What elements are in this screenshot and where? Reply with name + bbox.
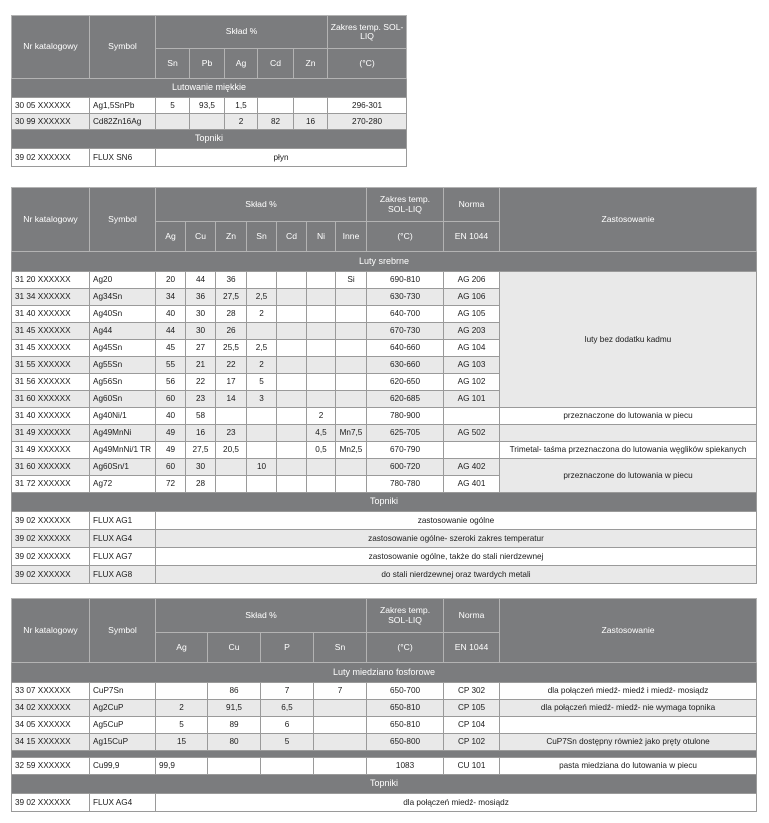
cell-zn: 36 bbox=[216, 272, 247, 289]
cell-zastosowanie bbox=[500, 717, 757, 734]
cell-cd bbox=[277, 357, 307, 374]
cell-cd bbox=[258, 98, 294, 114]
cell-temp: 625-705 bbox=[367, 425, 444, 442]
cell-inne: Si bbox=[336, 272, 367, 289]
col-cd: Cd bbox=[258, 49, 294, 79]
cell-temp: 650-810 bbox=[367, 717, 444, 734]
cell-zn: 17 bbox=[216, 374, 247, 391]
col-temp-unit: (°C) bbox=[328, 49, 407, 79]
cell-nr: 39 02 XXXXXX bbox=[12, 548, 90, 566]
section-title: Topniki bbox=[12, 775, 757, 794]
cell-zn bbox=[216, 408, 247, 425]
cell-nr: 31 45 XXXXXX bbox=[12, 340, 90, 357]
table-row bbox=[12, 700, 757, 717]
cell-temp: 690-810 bbox=[367, 272, 444, 289]
cell-ag: 45 bbox=[156, 340, 186, 357]
col-p: P bbox=[261, 633, 314, 663]
cell-temp: 620-650 bbox=[367, 374, 444, 391]
cell-ni bbox=[307, 391, 336, 408]
cell-ni: 4,5 bbox=[307, 425, 336, 442]
col-temp-unit: (°C) bbox=[367, 633, 444, 663]
col-sn: Sn bbox=[314, 633, 367, 663]
cell-sn bbox=[247, 425, 277, 442]
col-zn: Zn bbox=[294, 49, 328, 79]
cell-cd: 82 bbox=[258, 114, 294, 130]
cell-zn: 26 bbox=[216, 323, 247, 340]
cell-nr: 39 02 XXXXXX bbox=[12, 530, 90, 548]
table-row bbox=[12, 758, 757, 775]
table-row bbox=[12, 272, 757, 289]
cell-nr: 32 59 XXXXXX bbox=[12, 758, 90, 775]
cell-cu: 30 bbox=[186, 323, 216, 340]
cell-cd bbox=[277, 459, 307, 476]
section-title: Topniki bbox=[12, 130, 407, 149]
table-row bbox=[12, 459, 757, 476]
col-cd: Cd bbox=[277, 222, 307, 252]
cell-symbol: Ag72 bbox=[90, 476, 156, 493]
cell-ag: 15 bbox=[156, 734, 208, 751]
cell-cu: 89 bbox=[208, 717, 261, 734]
cell-ag: 44 bbox=[156, 323, 186, 340]
cell-symbol: Ag34Sn bbox=[90, 289, 156, 306]
col-ag: Ag bbox=[156, 222, 186, 252]
cell-symbol: Cd82Zn16Ag bbox=[90, 114, 156, 130]
cell-sn: 3 bbox=[247, 391, 277, 408]
cell-zn bbox=[216, 476, 247, 493]
cell-norma: CP 102 bbox=[444, 734, 500, 751]
cell-cu: 22 bbox=[186, 374, 216, 391]
cell-description: zastosowanie ogólne bbox=[156, 512, 757, 530]
cell-nr: 30 99 XXXXXX bbox=[12, 114, 90, 130]
cell-norma: AG 106 bbox=[444, 289, 500, 306]
table-row bbox=[12, 734, 757, 751]
cell-ag: 20 bbox=[156, 272, 186, 289]
cell-nr: 39 02 XXXXXX bbox=[12, 566, 90, 584]
cell-pb bbox=[190, 114, 225, 130]
cell-ag: 56 bbox=[156, 374, 186, 391]
cell-temp: 270-280 bbox=[328, 114, 407, 130]
col-nr-katalogowy: Nr katalogowy bbox=[12, 188, 90, 252]
cell-sn bbox=[156, 114, 190, 130]
cell-symbol: FLUX AG4 bbox=[90, 530, 156, 548]
cell-ag: 72 bbox=[156, 476, 186, 493]
cell-sn bbox=[247, 442, 277, 459]
cell-ag: 55 bbox=[156, 357, 186, 374]
col-zastosowanie: Zastosowanie bbox=[500, 599, 757, 663]
cell-symbol: Cu99,9 bbox=[90, 758, 156, 775]
table-row bbox=[12, 530, 757, 548]
cell-norma: AG 105 bbox=[444, 306, 500, 323]
cell-zastosowanie: przeznaczone do lutowania w piecu bbox=[500, 459, 757, 493]
cell-nr: 31 40 XXXXXX bbox=[12, 408, 90, 425]
col-norma-en: EN 1044 bbox=[444, 222, 500, 252]
table-row bbox=[12, 717, 757, 734]
col-symbol: Symbol bbox=[90, 599, 156, 663]
cell-nr: 31 55 XXXXXX bbox=[12, 357, 90, 374]
cell-ni: 2 bbox=[307, 408, 336, 425]
cell-zastosowanie: przeznaczone do lutowania w piecu bbox=[500, 408, 757, 425]
col-nr-katalogowy: Nr katalogowy bbox=[12, 599, 90, 663]
cell-inne: Mn7,5 bbox=[336, 425, 367, 442]
cell-sn: 5 bbox=[247, 374, 277, 391]
cell-nr: 31 45 XXXXXX bbox=[12, 323, 90, 340]
col-nr-katalogowy: Nr katalogowy bbox=[12, 16, 90, 79]
cell-p: 7 bbox=[261, 683, 314, 700]
cell-symbol: Ag15CuP bbox=[90, 734, 156, 751]
cell-norma: AG 102 bbox=[444, 374, 500, 391]
cell-cd bbox=[277, 442, 307, 459]
cell-temp: 650-810 bbox=[367, 700, 444, 717]
col-zakres-temp: Zakres temp. SOL-LIQ bbox=[367, 599, 444, 633]
table-row bbox=[12, 683, 757, 700]
cell-ni bbox=[307, 340, 336, 357]
cell-ni bbox=[307, 476, 336, 493]
cell-nr: 34 15 XXXXXX bbox=[12, 734, 90, 751]
cell-temp: 640-700 bbox=[367, 306, 444, 323]
cell-cu: 86 bbox=[208, 683, 261, 700]
table-row bbox=[12, 794, 757, 812]
cell-norma: AG 203 bbox=[444, 323, 500, 340]
cell-description: do stali nierdzewnej oraz twardych metali bbox=[156, 566, 757, 584]
cell-symbol: Ag55Sn bbox=[90, 357, 156, 374]
table-row bbox=[12, 408, 757, 425]
cell-symbol: Ag40Ni/1 bbox=[90, 408, 156, 425]
cell-sn: 7 bbox=[314, 683, 367, 700]
cell-ni: 0,5 bbox=[307, 442, 336, 459]
cell-inne: Mn2,5 bbox=[336, 442, 367, 459]
cell-ni bbox=[307, 289, 336, 306]
section-title: Topniki bbox=[12, 493, 757, 512]
col-ni: Ni bbox=[307, 222, 336, 252]
cell-sn: 2,5 bbox=[247, 289, 277, 306]
cell-symbol: FLUX AG7 bbox=[90, 548, 156, 566]
col-sklad: Skład % bbox=[156, 188, 367, 222]
cell-norma: CP 104 bbox=[444, 717, 500, 734]
cell-inne bbox=[336, 289, 367, 306]
cell-ag: 40 bbox=[156, 306, 186, 323]
cell-zn: 14 bbox=[216, 391, 247, 408]
cell-ag: 1,5 bbox=[225, 98, 258, 114]
col-norma-en: EN 1044 bbox=[444, 633, 500, 663]
cell-ni bbox=[307, 374, 336, 391]
cell-ag: 60 bbox=[156, 459, 186, 476]
cell-nr: 31 20 XXXXXX bbox=[12, 272, 90, 289]
cell-inne bbox=[336, 306, 367, 323]
cell-cu: 44 bbox=[186, 272, 216, 289]
cell-nr: 31 60 XXXXXX bbox=[12, 391, 90, 408]
table-row bbox=[12, 425, 757, 442]
cell-description: dla połączeń miedź- mosiądz bbox=[156, 794, 757, 812]
cell-zastosowanie: pasta miedziana do lutowania w piecu bbox=[500, 758, 757, 775]
cell-description: zastosowanie ogólne, także do stali nierdzewnej bbox=[156, 548, 757, 566]
cell-norma: AG 402 bbox=[444, 459, 500, 476]
cell-cd bbox=[277, 408, 307, 425]
cell-nr: 39 02 XXXXXX bbox=[12, 149, 90, 167]
cell-sn: 10 bbox=[247, 459, 277, 476]
cell-nr: 39 02 XXXXXX bbox=[12, 794, 90, 812]
cell-symbol: FLUX AG1 bbox=[90, 512, 156, 530]
cell-cd bbox=[277, 391, 307, 408]
col-norma: Norma bbox=[444, 599, 500, 633]
cell-nr: 39 02 XXXXXX bbox=[12, 512, 90, 530]
cell-sn bbox=[314, 734, 367, 751]
cell-symbol: CuP7Sn bbox=[90, 683, 156, 700]
cell-inne bbox=[336, 408, 367, 425]
cell-symbol: Ag45Sn bbox=[90, 340, 156, 357]
cell-inne bbox=[336, 357, 367, 374]
col-sn: Sn bbox=[247, 222, 277, 252]
cell-nr: 31 49 XXXXXX bbox=[12, 442, 90, 459]
cell-sn: 2 bbox=[247, 357, 277, 374]
cell-nr: 31 40 XXXXXX bbox=[12, 306, 90, 323]
cell-norma bbox=[444, 442, 500, 459]
cell-sn: 2,5 bbox=[247, 340, 277, 357]
col-ag: Ag bbox=[156, 633, 208, 663]
cell-temp: 630-730 bbox=[367, 289, 444, 306]
cell-sn bbox=[314, 758, 367, 775]
cell-ag: 40 bbox=[156, 408, 186, 425]
cell-description: płyn bbox=[156, 149, 407, 167]
cell-zn: 23 bbox=[216, 425, 247, 442]
cell-norma: AG 206 bbox=[444, 272, 500, 289]
cell-cd bbox=[277, 272, 307, 289]
cell-norma: AG 104 bbox=[444, 340, 500, 357]
cell-ni bbox=[307, 357, 336, 374]
cell-zastosowanie: Trimetal- taśma przeznaczona do lutowania węglików spiekanych bbox=[500, 442, 757, 459]
cell-cd bbox=[277, 323, 307, 340]
cell-zn: 25,5 bbox=[216, 340, 247, 357]
cell-cd bbox=[277, 306, 307, 323]
col-zakres-temp: Zakres temp. SOL-LIQ bbox=[328, 16, 407, 49]
cell-symbol: Ag49MnNi/1 TR bbox=[90, 442, 156, 459]
col-pb: Pb bbox=[190, 49, 225, 79]
col-symbol: Symbol bbox=[90, 188, 156, 252]
cell-nr: 34 05 XXXXXX bbox=[12, 717, 90, 734]
section-title: Lutowanie miękkie bbox=[12, 79, 407, 98]
cell-temp: 650-700 bbox=[367, 683, 444, 700]
cell-cd bbox=[277, 476, 307, 493]
cell-p: 5 bbox=[261, 734, 314, 751]
cell-temp: 1083 bbox=[367, 758, 444, 775]
cell-cu: 23 bbox=[186, 391, 216, 408]
table-row bbox=[12, 548, 757, 566]
cell-ag: 49 bbox=[156, 442, 186, 459]
cell-sn bbox=[247, 272, 277, 289]
cell-sn bbox=[247, 323, 277, 340]
section-title: Luty srebrne bbox=[12, 252, 757, 272]
cell-symbol: Ag20 bbox=[90, 272, 156, 289]
cell-zastosowanie: CuP7Sn dostępny również jako pręty otulone bbox=[500, 734, 757, 751]
cell-ni bbox=[307, 272, 336, 289]
cell-temp: 780-900 bbox=[367, 408, 444, 425]
silver-solder-table bbox=[11, 187, 757, 584]
cell-inne bbox=[336, 391, 367, 408]
col-sklad: Skład % bbox=[156, 599, 367, 633]
cell-cu: 27 bbox=[186, 340, 216, 357]
cell-norma: CU 101 bbox=[444, 758, 500, 775]
cell-cd bbox=[277, 289, 307, 306]
cell-cu bbox=[208, 758, 261, 775]
cell-sn bbox=[314, 717, 367, 734]
col-inne: Inne bbox=[336, 222, 367, 252]
cell-inne bbox=[336, 323, 367, 340]
cell-nr: 34 02 XXXXXX bbox=[12, 700, 90, 717]
col-ag: Ag bbox=[225, 49, 258, 79]
col-symbol: Symbol bbox=[90, 16, 156, 79]
cell-zastosowanie: dla połączeń miedź- miedź- nie wymaga topnika bbox=[500, 700, 757, 717]
cell-p bbox=[261, 758, 314, 775]
cell-norma bbox=[444, 408, 500, 425]
cell-norma: AG 101 bbox=[444, 391, 500, 408]
cell-symbol: Ag5CuP bbox=[90, 717, 156, 734]
cell-nr: 31 56 XXXXXX bbox=[12, 374, 90, 391]
cell-temp: 780-780 bbox=[367, 476, 444, 493]
cell-sn bbox=[247, 408, 277, 425]
cell-p: 6,5 bbox=[261, 700, 314, 717]
cell-cu: 21 bbox=[186, 357, 216, 374]
cell-ag: 2 bbox=[225, 114, 258, 130]
cell-zn bbox=[216, 459, 247, 476]
table-row bbox=[12, 566, 757, 584]
col-cu: Cu bbox=[186, 222, 216, 252]
cell-zastosowanie bbox=[500, 425, 757, 442]
cell-symbol: FLUX SN6 bbox=[90, 149, 156, 167]
cell-cu: 91,5 bbox=[208, 700, 261, 717]
cell-nr: 31 34 XXXXXX bbox=[12, 289, 90, 306]
cell-zn: 28 bbox=[216, 306, 247, 323]
cell-description: zastosowanie ogólne- szeroki zakres temperatur bbox=[156, 530, 757, 548]
cell-symbol: Ag49MnNi bbox=[90, 425, 156, 442]
cell-sn bbox=[247, 476, 277, 493]
cell-norma: CP 105 bbox=[444, 700, 500, 717]
cell-ag: 60 bbox=[156, 391, 186, 408]
cell-temp: 630-660 bbox=[367, 357, 444, 374]
cell-temp: 640-660 bbox=[367, 340, 444, 357]
cell-symbol: Ag60Sn bbox=[90, 391, 156, 408]
cell-zn: 27,5 bbox=[216, 289, 247, 306]
cell-nr: 33 07 XXXXXX bbox=[12, 683, 90, 700]
cell-inne bbox=[336, 459, 367, 476]
col-temp-unit: (°C) bbox=[367, 222, 444, 252]
cell-sn bbox=[314, 700, 367, 717]
table-row bbox=[12, 512, 757, 530]
cell-ag: 34 bbox=[156, 289, 186, 306]
cell-temp: 600-720 bbox=[367, 459, 444, 476]
table-row bbox=[12, 98, 407, 114]
cell-ag: 49 bbox=[156, 425, 186, 442]
cell-ni bbox=[307, 459, 336, 476]
cell-zn: 22 bbox=[216, 357, 247, 374]
cell-norma: AG 502 bbox=[444, 425, 500, 442]
cell-nr: 31 49 XXXXXX bbox=[12, 425, 90, 442]
cell-symbol: Ag1,5SnPb bbox=[90, 98, 156, 114]
cell-zastosowanie: dla połączeń miedź- miedź i miedź- mosiądz bbox=[500, 683, 757, 700]
cell-zn: 20,5 bbox=[216, 442, 247, 459]
cell-norma: AG 103 bbox=[444, 357, 500, 374]
table-row bbox=[12, 442, 757, 459]
cell-cu: 80 bbox=[208, 734, 261, 751]
row-separator bbox=[12, 751, 757, 758]
cell-pb: 93,5 bbox=[190, 98, 225, 114]
cell-symbol: FLUX AG4 bbox=[90, 794, 156, 812]
cell-cu: 16 bbox=[186, 425, 216, 442]
cell-nr: 31 72 XXXXXX bbox=[12, 476, 90, 493]
cell-ni bbox=[307, 306, 336, 323]
cell-cu: 30 bbox=[186, 306, 216, 323]
cell-ag: 99,9 bbox=[156, 758, 208, 775]
cell-symbol: Ag60Sn/1 bbox=[90, 459, 156, 476]
copper-phosphorus-solder-table bbox=[11, 598, 757, 812]
cell-zastosowanie: luty bez dodatku kadmu bbox=[500, 272, 757, 408]
col-zn: Zn bbox=[216, 222, 247, 252]
cell-cu: 58 bbox=[186, 408, 216, 425]
cell-norma: CP 302 bbox=[444, 683, 500, 700]
cell-inne bbox=[336, 476, 367, 493]
col-sklad: Skład % bbox=[156, 16, 328, 49]
cell-temp: 670-790 bbox=[367, 442, 444, 459]
col-zakres-temp: Zakres temp. SOL-LIQ bbox=[367, 188, 444, 222]
cell-temp: 620-685 bbox=[367, 391, 444, 408]
cell-zn bbox=[294, 98, 328, 114]
cell-cd bbox=[277, 340, 307, 357]
cell-cu: 30 bbox=[186, 459, 216, 476]
cell-zn: 16 bbox=[294, 114, 328, 130]
cell-norma: AG 401 bbox=[444, 476, 500, 493]
cell-ag bbox=[156, 683, 208, 700]
section-title: Luty miedziano fosforowe bbox=[12, 663, 757, 683]
cell-ni bbox=[307, 323, 336, 340]
cell-inne bbox=[336, 340, 367, 357]
cell-cu: 36 bbox=[186, 289, 216, 306]
cell-cd bbox=[277, 425, 307, 442]
cell-symbol: Ag40Sn bbox=[90, 306, 156, 323]
cell-cu: 27,5 bbox=[186, 442, 216, 459]
cell-sn: 2 bbox=[247, 306, 277, 323]
cell-symbol: Ag2CuP bbox=[90, 700, 156, 717]
cell-symbol: FLUX AG8 bbox=[90, 566, 156, 584]
cell-cu: 28 bbox=[186, 476, 216, 493]
cell-symbol: Ag56Sn bbox=[90, 374, 156, 391]
cell-cd bbox=[277, 374, 307, 391]
cell-nr: 30 05 XXXXXX bbox=[12, 98, 90, 114]
col-sn: Sn bbox=[156, 49, 190, 79]
col-norma: Norma bbox=[444, 188, 500, 222]
cell-ag: 5 bbox=[156, 717, 208, 734]
col-zastosowanie: Zastosowanie bbox=[500, 188, 757, 252]
cell-temp: 296-301 bbox=[328, 98, 407, 114]
soft-solder-table bbox=[11, 15, 407, 167]
cell-ag: 2 bbox=[156, 700, 208, 717]
cell-temp: 650-800 bbox=[367, 734, 444, 751]
cell-inne bbox=[336, 374, 367, 391]
cell-temp: 670-730 bbox=[367, 323, 444, 340]
cell-symbol: Ag44 bbox=[90, 323, 156, 340]
cell-p: 6 bbox=[261, 717, 314, 734]
cell-sn: 5 bbox=[156, 98, 190, 114]
cell-nr: 31 60 XXXXXX bbox=[12, 459, 90, 476]
table-row bbox=[12, 114, 407, 130]
col-cu: Cu bbox=[208, 633, 261, 663]
table-row bbox=[12, 149, 407, 167]
